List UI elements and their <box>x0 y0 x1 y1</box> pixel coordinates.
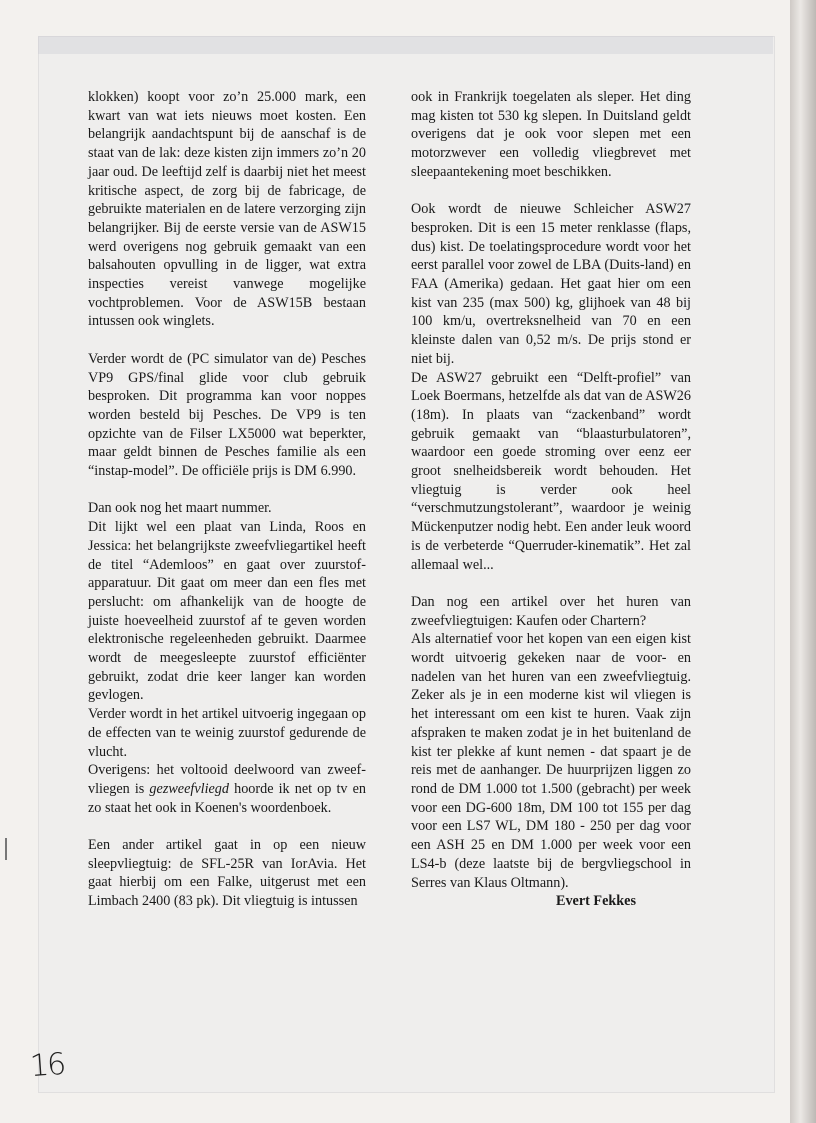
staple-mark <box>5 838 7 860</box>
paragraph-asw27: Ook wordt de nieuwe Schleicher ASW27 besproken. Dit is een 15 meter renklasse (flaps, dus) kist. De toelatingsprocedure wordt voor het eerst parallel voor zowel de LBA (Duits-land) en FAA (Amerika) gedaan. Het gaat hier om een kist van 235 (max 500) kg, glijhoek van 48 bij 100 km/u, overtreksnelheid van 70 en een kleinste dalen van 0,52 m/s. De prijs stond er niet bij. <box>411 201 691 367</box>
text-segment: hoorde ik net op tv en zo staat het ook in Koenen's woordenboek. <box>88 780 366 816</box>
page-binding-edge <box>790 0 816 1123</box>
paragraph-huren-intro: Dan nog een artikel over het huren van zweefvliegtuigen: Kaufen oder Chartern? <box>411 593 691 629</box>
left-column <box>88 88 366 930</box>
page-number: 16 <box>28 1046 66 1085</box>
paragraph-asw15: klokken) koopt voor zo’n 25.000 mark, een kwart van wat iets nieuws moet kosten. Een belangrijk aandachtspunt bij de aanschaf is de staat van de lak: deze kisten zijn immers zo’n 20 jaar oud. De leeftijd zelf is daarbij niet het meest kritische aspect, de zorg bij de fabricage, de gebruikte materialen en de latere verzorging zijn belangrijker. Bij de eerste versie van de ASW15 werd overigens nog gebruik gemaakt van een balsahouten opvulling in de ligger, wat extra inspecties vereist vanwege mogelijke vochtproblemen. Voor de ASW15B bestaan intussen ook winglets. <box>88 89 366 330</box>
paragraph-delft-profiel: De ASW27 gebruikt een “Delft-profiel” van Loek Boermans, hetzelfde als dat van de ASW26 (18m). In plaats van “zackenband” wordt gebruik gemaakt van “blaasturbulatoren”, waardoor een goede stroming over eenz eer groot snelheidsbereik wordt behouden. Het vliegtuig is verder ook heel “verschmutzungstolerant”, waardoor je weinig Mückenputzer nodig hebt. Een ander leuk woord is de verbeterde “Querruder-kinematik”. Het zal allemaal wel... <box>411 369 691 573</box>
author-signature: Evert Fekkes <box>556 893 636 910</box>
paragraph-ademloos: Dit lijkt wel een plaat van Linda, Roos en Jessica: het belangrijkste zweefvliegartikel heeft de titel “Ademloos” en gaat over zuurstof-apparatuur. Dit gaat om meer dan een fles met perslucht: om afhankelijk van de hoogte de juiste hoeveelheid zuurstof af te geven worden elektronische regeleenheden gebruikt. Daarmee wordt de meegesleepte zuurstof efficiënter gebruikt, zodat drie keer langer kan worden gevlogen. <box>88 519 366 704</box>
paragraph-huren: Als alternatief voor het kopen van een eigen kist wordt uitvoerig gekeken naar de voor- en nadelen van het huren van een zweefvliegtuig. Zeker als je in een moderne kist wil vliegen is het interessant om een kist te huren. Vaak zijn afspraken te maken zodat je in het buitenland de kist ter plekke af kunt nemen - dat spaart je de reis met de aanhanger. De huurprijzen liggen zo rond de DM 1.000 tot 1.500 (gebracht) per week voor een DG-600 18m, DM 100 tot 155 per dag voor een LS7 WL, DM 180 - 250 per dag voor een ASH 25 en DM 1.000 per week voor een LS4-b (deze laatste bij de bergvliegschool in Serres van Klaus Oltmann). <box>411 631 691 891</box>
paragraph-maart-nummer: Dan ook nog het maart nummer. <box>88 500 272 517</box>
paragraph-gezweefvliegd <box>88 761 366 817</box>
paragraph-pesches-vp9: Verder wordt de (PC simulator van de) Pesches VP9 GPS/final glide voor club gebruik besproken. Dit programma kan voor noppes worden besteld bij Pesches. De VP9 is ten opzichte van de Filser LX5000 wat beperkter, maar geldt binnen de Pesches familie als een “instap-model”. De officiële prijs is DM 6.990. <box>88 350 366 480</box>
text-segment: Overigens: het voltooid deelwoord van zweef-vliegen is <box>88 762 366 797</box>
paragraph-zuurstof-effecten: Verder wordt in het artikel uitvoerig ingegaan op de effecten van te weinig zuurstof gedurende de vlucht. <box>88 706 366 760</box>
show-through-header-band <box>38 36 773 54</box>
emphasis-word: gezweefvliegd <box>149 780 229 797</box>
paragraph-sfl-25r: Een ander artikel gaat in op een nieuw sleepvliegtuig: de SFL-25R van IorAvia. Het gaat hierbij om een Falke, uitgerust met een Limbach 2400 (83 pk). Dit vliegtuig is intussen <box>88 837 366 910</box>
paragraph-sleper: ook in Frankrijk toegelaten als sleper. Het ding mag kisten tot 530 kg slepen. In Duitsland geldt overigens dat je ook voor slepen met een motorzwever een volledig vliegbrevet met sleepaantekening moet beschikken. <box>411 89 691 180</box>
right-column <box>411 88 691 930</box>
